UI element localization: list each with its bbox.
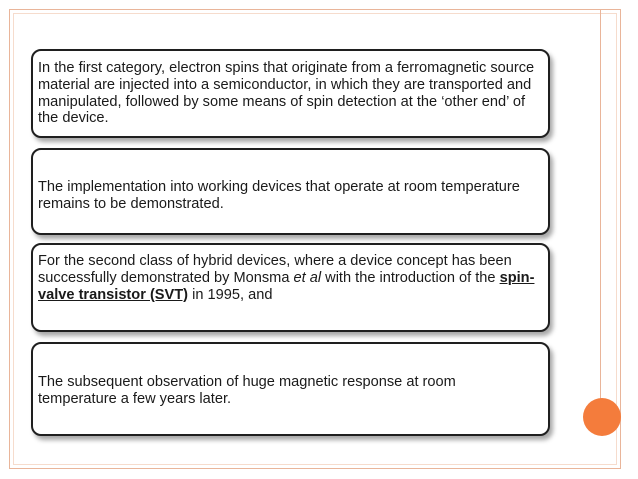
accent-dot xyxy=(583,398,621,436)
box-3-italic: et al xyxy=(293,269,322,286)
box-1-text: In the first category, electron spins that originate from a ferromagnetic source material are injected into a semiconductor, in which they are transported and manipulated, followed by some means of spin detection at the ‘other end’ of the device. xyxy=(38,60,535,127)
text-box-3 xyxy=(31,243,550,332)
box-3-text-after: in 1995, and xyxy=(188,286,273,303)
text-box-2 xyxy=(31,148,550,235)
box-3-text-before: For the second class of hybrid devices, where a device concept has been successfully demonstrated by Monsma xyxy=(38,253,512,286)
box-4-text: The subsequent observation of huge magnetic response at room temperature a few years later. xyxy=(38,374,456,407)
svt-term: spin-valve transistor (SVT) xyxy=(38,269,535,303)
accent-line xyxy=(600,9,601,401)
box-2-text: The implementation into working devices that operate at room temperature remains to be demonstrated. xyxy=(38,179,520,212)
box-3-text-mid: with the introduction of the xyxy=(321,269,500,286)
text-box-1 xyxy=(31,49,550,138)
text-box-4 xyxy=(31,342,550,436)
